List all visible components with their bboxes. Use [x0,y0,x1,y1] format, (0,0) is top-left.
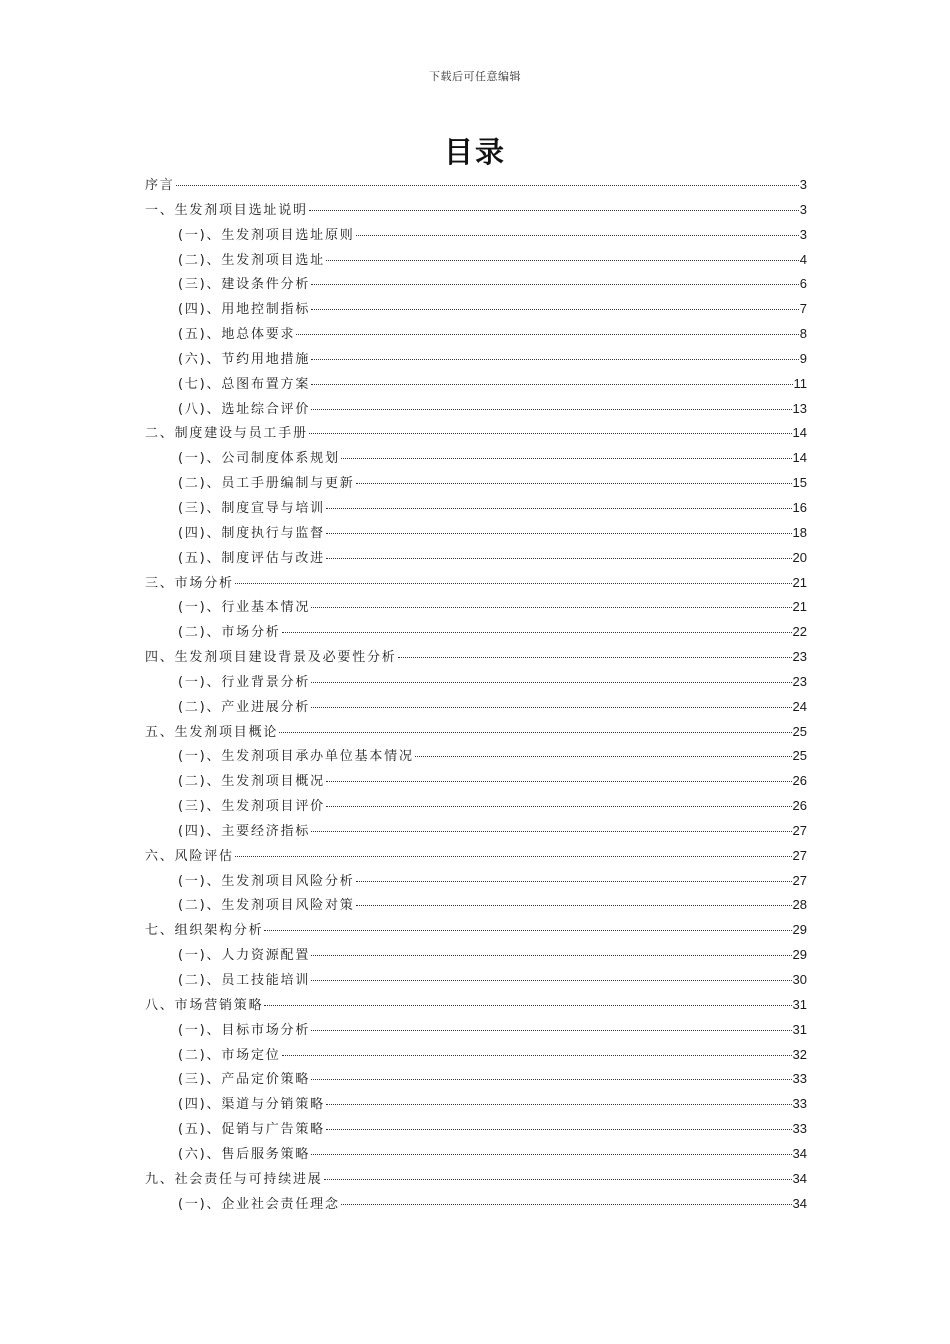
toc-section-entry[interactable] [145,347,807,372]
toc-entry-label: 二、制度建设与员工手册 [145,426,308,442]
toc-dot-leader [279,731,791,733]
toc-dot-leader [398,656,792,658]
toc-dot-leader [326,1103,792,1105]
toc-page-number: 33 [792,1071,807,1087]
toc-page-number: 9 [799,350,807,366]
toc-chapter-entry[interactable] [145,645,807,670]
toc-page-number: 4 [799,251,807,267]
toc-dot-leader [326,805,792,807]
toc-dot-leader [235,855,792,857]
toc-entry-label: 五、生发剂项目概论 [145,724,279,740]
toc-entry-label: (六)、售后服务策略 [178,1146,311,1162]
toc-dot-leader [311,606,791,608]
toc-section-entry[interactable] [145,695,807,720]
toc-section-entry[interactable] [145,272,807,297]
toc-dot-leader [176,184,799,186]
toc-page-number: 21 [792,574,807,590]
toc-dot-leader [311,1153,791,1155]
toc-entry-label: (一)、生发剂项目选址原则 [178,227,355,243]
toc-section-entry[interactable] [145,1067,807,1092]
page-header-note: 下载后可任意编辑 [429,70,521,83]
toc-dot-leader [311,954,791,956]
toc-entry-label: 六、风险评估 [145,848,234,864]
toc-dot-leader [309,209,799,211]
toc-section-entry[interactable] [145,1018,807,1043]
toc-page-number: 3 [799,201,807,217]
toc-dot-leader [311,308,799,310]
toc-dot-leader [324,1178,792,1180]
toc-entry-label: (一)、公司制度体系规划 [178,451,340,467]
toc-entry-label: (五)、地总体要求 [178,327,296,343]
toc-page-number: 33 [792,1121,807,1137]
toc-page-number: 29 [792,922,807,938]
toc-dot-leader [326,557,792,559]
toc-section-entry[interactable] [145,670,807,695]
toc-entry-label: (二)、员工手册编制与更新 [178,476,355,492]
toc-entry-label: (二)、产业进展分析 [178,699,311,715]
toc-entry-label: (四)、主要经济指标 [178,823,311,839]
toc-section-entry[interactable] [145,869,807,894]
toc-dot-leader [311,681,791,683]
toc-dot-leader [311,1029,791,1031]
toc-dot-leader [311,283,799,285]
toc-page-number: 26 [792,798,807,814]
toc-section-entry[interactable] [145,322,807,347]
toc-dot-leader [311,706,791,708]
toc-dot-leader [326,259,799,261]
toc-chapter-entry[interactable] [145,844,807,869]
toc-entry-label: (二)、市场分析 [178,625,281,641]
toc-section-entry[interactable] [145,1117,807,1142]
toc-entry-label: (五)、制度评估与改进 [178,550,325,566]
toc-page-number: 25 [792,748,807,764]
toc-entry-label: (一)、目标市场分析 [178,1022,311,1038]
toc-page-number: 27 [792,872,807,888]
toc-entry-label: (一)、行业背景分析 [178,674,311,690]
toc-entry-label: (四)、用地控制指标 [178,302,311,318]
toc-entry-label: (四)、渠道与分销策略 [178,1097,325,1113]
toc-page-number: 14 [792,425,807,441]
toc-chapter-entry[interactable] [145,720,807,745]
toc-page-number: 25 [792,723,807,739]
toc-section-entry[interactable] [145,595,807,620]
toc-entry-label: (七)、总图布置方案 [178,376,311,392]
toc-dot-leader [356,234,799,236]
toc-section-entry[interactable] [145,223,807,248]
toc-page-number: 16 [792,499,807,515]
toc-section-entry[interactable] [145,496,807,521]
toc-page-number: 7 [799,301,807,317]
toc-page-number: 20 [792,549,807,565]
toc-page-number: 34 [792,1145,807,1161]
toc-page-number: 6 [799,276,807,292]
toc-dot-leader [326,532,792,534]
toc-page-number: 31 [792,996,807,1012]
toc-section-entry[interactable] [145,1092,807,1117]
toc-entry-label: (四)、制度执行与监督 [178,525,325,541]
toc-page-number: 22 [792,624,807,640]
toc-page-number: 26 [792,773,807,789]
toc-page-number: 34 [792,1170,807,1186]
toc-dot-leader [356,880,792,882]
toc-entry-label: (二)、员工技能培训 [178,973,311,988]
toc-dot-leader [326,507,792,509]
toc-dot-leader [311,830,791,832]
toc-dot-leader [326,780,792,782]
toc-section-entry[interactable] [145,546,807,571]
toc-dot-leader [311,383,792,385]
toc-page-number: 18 [792,524,807,540]
toc-chapter-entry[interactable] [145,918,807,943]
toc-section-entry[interactable] [145,372,807,397]
toc-page-number: 32 [792,1046,807,1062]
toc-entry-label: (八)、选址综合评价 [178,401,311,417]
toc-dot-leader [264,1004,791,1006]
toc-entry-label: (二)、生发剂项目概况 [178,774,325,790]
toc-section-entry[interactable] [145,744,807,769]
toc-dot-leader [326,1128,792,1130]
toc-dot-leader [356,904,792,906]
toc-dot-leader [282,631,792,633]
toc-section-entry[interactable] [145,446,807,471]
toc-chapter-entry[interactable] [145,1167,807,1192]
toc-entry-label: (一)、人力资源配置 [178,948,311,964]
toc-title: 目录 [443,135,506,169]
toc-entry-label: (三)、制度宣导与培训 [178,500,325,516]
toc-entry-label: (一)、生发剂项目承办单位基本情况 [178,749,414,765]
toc-section-entry[interactable] [145,1142,807,1167]
toc-chapter-entry[interactable] [145,173,807,198]
toc-section-entry[interactable] [145,1043,807,1068]
toc-entry-label: (二)、生发剂项目风险对策 [178,898,355,914]
toc-entry-label: (二)、生发剂项目选址 [178,252,325,268]
toc-page-number: 29 [792,947,807,963]
toc-entry-label: 七、组织架构分析 [145,923,264,939]
toc-section-entry[interactable] [145,769,807,794]
toc-page-number: 33 [792,1096,807,1112]
toc-section-entry[interactable] [145,397,807,422]
toc-dot-leader [311,979,791,981]
toc-dot-leader [415,755,792,757]
toc-page-number: 3 [799,177,807,192]
toc-page-number: 8 [799,326,807,342]
toc-section-entry[interactable] [145,297,807,322]
toc-section-entry[interactable] [145,471,807,496]
toc-dot-leader [356,482,792,484]
toc-dot-leader [235,582,792,584]
toc-section-entry[interactable] [145,620,807,645]
toc-dot-leader [264,929,791,931]
toc-entry-label: (一)、行业基本情况 [178,600,311,616]
toc-entry-label: 序言 [145,178,175,193]
toc-entry-label: (六)、节约用地措施 [178,351,311,367]
toc-entry-label: 八、市场营销策略 [145,997,264,1013]
toc-section-entry[interactable] [145,968,807,993]
toc-section-entry[interactable] [145,521,807,546]
toc-page-number: 31 [792,1021,807,1037]
toc-entry-label: (一)、生发剂项目风险分析 [178,873,355,889]
toc-entry-label: (三)、产品定价策略 [178,1072,311,1088]
toc-entry-label: (二)、市场定位 [178,1047,281,1063]
toc-dot-leader [341,1203,792,1205]
toc-section-entry[interactable] [145,943,807,968]
toc-page-number: 11 [793,375,807,391]
toc-page-number: 28 [792,897,807,913]
toc-page-number: 14 [792,450,807,466]
toc-dot-leader [311,358,799,360]
toc-chapter-entry[interactable] [145,421,807,446]
toc-page-number: 23 [792,649,807,665]
toc-entry-label: 九、社会责任与可持续进展 [145,1171,323,1187]
toc-dot-leader [311,1078,791,1080]
toc-page-number: 15 [792,475,807,491]
toc-entry-label: (五)、促销与广告策略 [178,1122,325,1138]
toc-chapter-entry[interactable] [145,198,807,223]
toc-section-entry[interactable] [145,819,807,844]
toc-dot-leader [311,408,791,410]
toc-page-number: 24 [792,698,807,714]
toc-section-entry[interactable] [145,794,807,819]
toc-entry-label: 四、生发剂项目建设背景及必要性分析 [145,650,397,666]
toc-page-number: 21 [792,599,807,615]
toc-page-number: 34 [792,1195,807,1211]
toc-page-number: 30 [792,972,807,987]
toc-dot-leader [341,457,792,459]
toc-chapter-entry[interactable] [145,993,807,1018]
toc-chapter-entry[interactable] [145,571,807,596]
toc-entry-label: (一)、企业社会责任理念 [178,1196,340,1212]
toc-entry-label: (三)、生发剂项目评价 [178,799,325,815]
toc-section-entry[interactable] [145,893,807,918]
toc-page-number: 27 [792,847,807,863]
toc-entry-label: 三、市场分析 [145,575,234,591]
table-of-contents [145,173,807,1216]
toc-dot-leader [309,432,792,434]
toc-page-number: 3 [799,226,807,242]
toc-dot-leader [282,1054,792,1056]
toc-entry-label: (三)、建设条件分析 [178,277,311,293]
toc-section-entry[interactable] [145,248,807,273]
toc-page-number: 23 [792,673,807,689]
toc-page-number: 27 [792,822,807,838]
toc-entry-label: 一、生发剂项目选址说明 [145,202,308,218]
toc-dot-leader [296,333,798,335]
toc-section-entry[interactable] [145,1192,807,1217]
toc-page-number: 13 [792,400,807,416]
